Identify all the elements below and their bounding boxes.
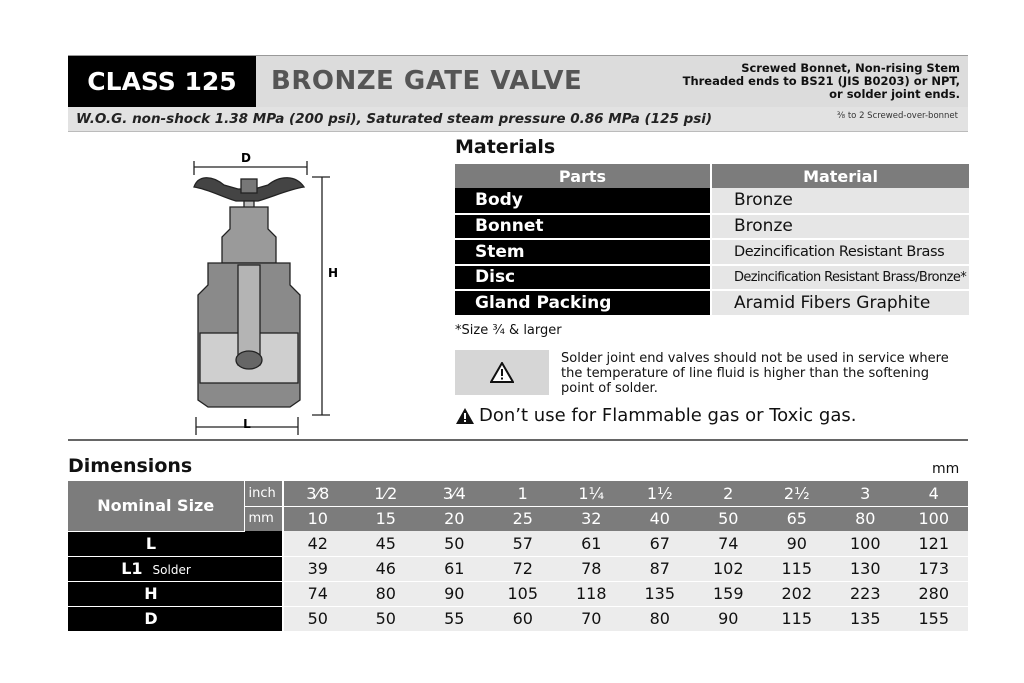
header-note-1: Screwed Bonnet, Non-rising Stem [741, 61, 960, 75]
table-cell: 50 [283, 606, 352, 631]
dimension-row-l [68, 531, 968, 556]
materials-row [455, 239, 969, 265]
material-name: Bronze [711, 214, 969, 240]
table-cell: 87 [626, 556, 695, 581]
label-l: L [243, 417, 251, 431]
size-inch: 4 [900, 481, 969, 506]
table-cell: 39 [283, 556, 352, 581]
table-cell: 67 [626, 531, 695, 556]
table-cell: 118 [557, 581, 626, 606]
material-name: Dezincification Resistant Brass/Bronze* [711, 265, 969, 291]
size-inch: 3⁄8 [283, 481, 352, 506]
mm-label: mm [244, 506, 283, 531]
table-cell: 100 [831, 531, 900, 556]
table-cell: 50 [352, 606, 421, 631]
size-inch: 1¼ [557, 481, 626, 506]
table-cell: 130 [831, 556, 900, 581]
table-cell: 46 [352, 556, 421, 581]
danger-notice [455, 405, 856, 426]
size-mm: 80 [831, 506, 900, 531]
inch-row [68, 481, 968, 506]
table-cell: 74 [283, 581, 352, 606]
table-cell: 45 [352, 531, 421, 556]
material-name: Dezincification Resistant Brass [711, 239, 969, 265]
materials-header-row [455, 164, 969, 188]
material-name: Bronze [711, 188, 969, 214]
danger-text: Don’t use for Flammable gas or Toxic gas. [479, 405, 857, 426]
row-label: L1 Solder [68, 556, 244, 581]
solder-warning: Solder joint end valves should not be used in service where the temperature of line fluid is higher than the softening point of solder. [561, 351, 949, 396]
table-cell: 90 [763, 531, 832, 556]
dimension-row-h [68, 581, 968, 606]
dimension-row-l1 [68, 556, 968, 581]
size-inch: 1⁄2 [352, 481, 421, 506]
header-note-3: or solder joint ends. [829, 87, 960, 101]
class-label: CLASS 125 [68, 56, 256, 107]
part-name: Body [455, 188, 711, 214]
warning-box [455, 350, 549, 395]
table-cell: 61 [557, 531, 626, 556]
product-title: BRONZE GATE VALVE [271, 66, 583, 96]
table-cell: 80 [626, 606, 695, 631]
material-name: Aramid Fibers Graphite [711, 290, 969, 316]
table-cell: 135 [831, 606, 900, 631]
table-cell: 78 [557, 556, 626, 581]
size-mm: 10 [283, 506, 352, 531]
part-name: Gland Packing [455, 290, 711, 316]
table-cell: 74 [694, 531, 763, 556]
table-cell: 61 [420, 556, 489, 581]
gate-valve-drawing [172, 145, 362, 440]
size-mm: 65 [763, 506, 832, 531]
warning-triangle-icon [490, 362, 514, 383]
header-note-2: Threaded ends to BS21 (JIS B0203) or NPT, [682, 74, 960, 88]
row-label: D [68, 606, 244, 631]
size-mm: 32 [557, 506, 626, 531]
row-label: H [68, 581, 244, 606]
materials-row [455, 188, 969, 214]
table-cell: 50 [420, 531, 489, 556]
size-mm: 50 [694, 506, 763, 531]
table-cell: 202 [763, 581, 832, 606]
table-cell: 173 [900, 556, 969, 581]
dimensions-unit: mm [932, 461, 960, 477]
table-cell: 90 [694, 606, 763, 631]
pressure-rating: W.O.G. non-shock 1.38 MPa (200 psi), Saturated steam pressure 0.86 MPa (125 psi) [76, 111, 713, 127]
table-cell: 72 [489, 556, 558, 581]
table-cell: 121 [900, 531, 969, 556]
materials-title: Materials [455, 136, 556, 158]
size-mm: 15 [352, 506, 421, 531]
dimensions-title: Dimensions [68, 455, 193, 477]
materials-row [455, 290, 969, 316]
nominal-size-label: Nominal Size [68, 481, 244, 531]
label-d: D [241, 151, 251, 165]
table-cell: 155 [900, 606, 969, 631]
size-note: ⅜ to 2 Screwed-over-bonnet [836, 111, 958, 121]
part-name: Stem [455, 239, 711, 265]
table-cell: 102 [694, 556, 763, 581]
table-cell: 223 [831, 581, 900, 606]
inch-label: inch [244, 481, 283, 506]
col-parts: Parts [455, 164, 711, 188]
pressure-band [68, 107, 968, 132]
table-cell: 115 [763, 606, 832, 631]
size-mm: 25 [489, 506, 558, 531]
table-cell: 280 [900, 581, 969, 606]
table-cell: 60 [489, 606, 558, 631]
table-cell: 70 [557, 606, 626, 631]
size-inch: 1 [489, 481, 558, 506]
size-inch: 3⁄4 [420, 481, 489, 506]
dimensions-table [68, 481, 968, 632]
table-cell: 115 [763, 556, 832, 581]
materials-row [455, 214, 969, 240]
size-mm: 100 [900, 506, 969, 531]
materials-row [455, 265, 969, 291]
table-cell: 90 [420, 581, 489, 606]
header-notes [683, 62, 960, 101]
table-cell: 57 [489, 531, 558, 556]
size-mm: 40 [626, 506, 695, 531]
size-inch: 2 [694, 481, 763, 506]
part-name: Disc [455, 265, 711, 291]
size-inch: 2½ [763, 481, 832, 506]
table-cell: 105 [489, 581, 558, 606]
section-divider [68, 439, 968, 441]
label-h: H [328, 266, 339, 280]
table-cell: 80 [352, 581, 421, 606]
size-inch: 1½ [626, 481, 695, 506]
materials-footnote: *Size ¾ & larger [455, 323, 562, 338]
table-cell: 159 [694, 581, 763, 606]
table-cell: 55 [420, 606, 489, 631]
table-cell: 135 [626, 581, 695, 606]
size-inch: 3 [831, 481, 900, 506]
dimension-row-d [68, 606, 968, 631]
col-material: Material [711, 164, 969, 188]
size-mm: 20 [420, 506, 489, 531]
row-label: L [68, 531, 244, 556]
table-cell: 42 [283, 531, 352, 556]
warning-triangle-icon [455, 407, 475, 425]
materials-table [455, 164, 969, 317]
header-band [68, 55, 968, 107]
part-name: Bonnet [455, 214, 711, 240]
